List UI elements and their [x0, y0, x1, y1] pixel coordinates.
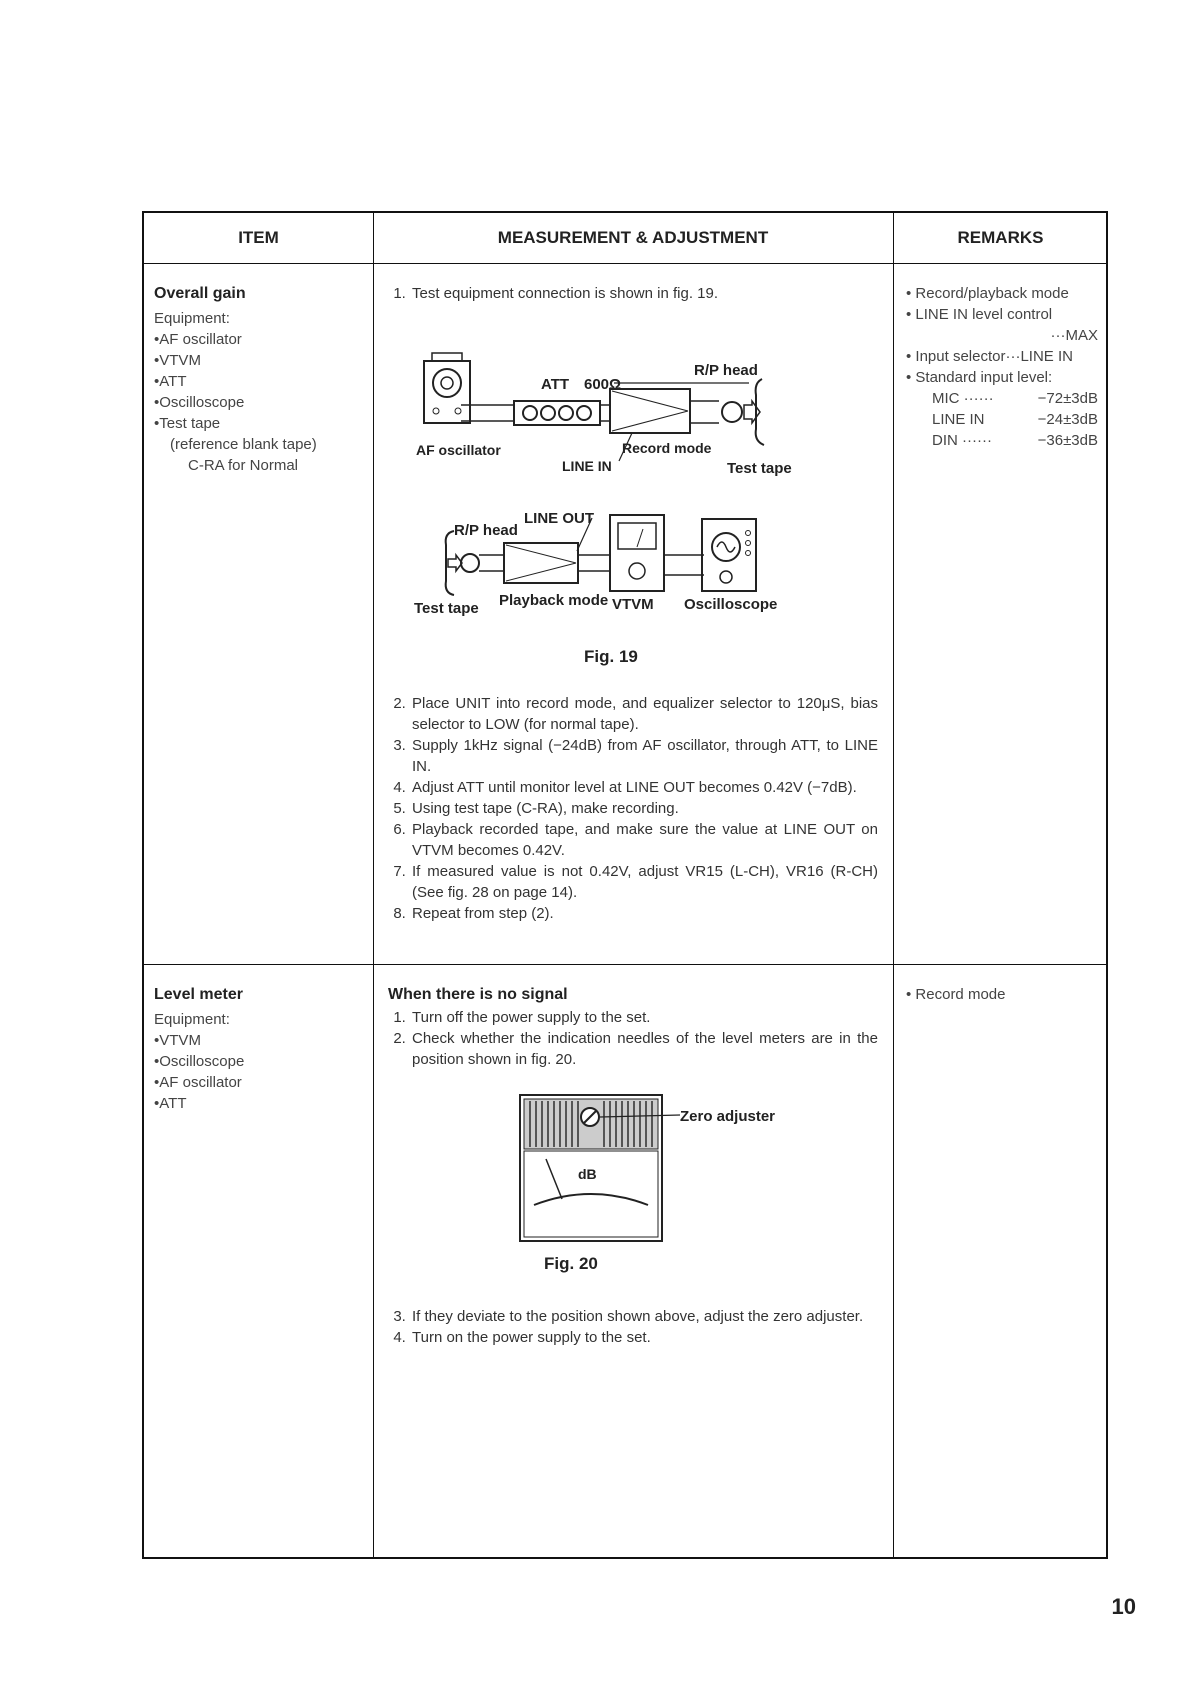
column-divider [373, 213, 374, 1557]
test-tape-label: Test tape [414, 600, 479, 617]
step-list [388, 693, 878, 924]
amplifier-icon [610, 389, 690, 433]
page-number: 10 [1111, 1594, 1136, 1619]
oscilloscope-label: Oscilloscope [684, 596, 778, 613]
rp-head-icon [446, 531, 479, 595]
att-icon [514, 401, 600, 425]
af-oscillator-label: AF oscillator [416, 442, 501, 458]
list-item: • AF oscillator [154, 329, 364, 350]
tape-note: C-RA for Normal [188, 457, 299, 474]
row-divider [144, 964, 1106, 965]
level-row: LINE IN −24±3dB [932, 411, 1098, 428]
list-item: 8. Repeat from step (2). [410, 903, 878, 924]
list-item: 3. If they deviate to the position shown above, adjust the zero adjuster. [410, 1306, 878, 1327]
list-item: 6. Playback recorded tape, and make sure the value at LINE OUT on VTVM becomes 0.42V. [410, 819, 878, 861]
record-mode-label: Record mode [622, 440, 712, 456]
item-title: Overall gain [154, 285, 246, 302]
measurement-steps [388, 693, 878, 924]
af-oscillator-icon [424, 353, 470, 423]
list-item: • Oscilloscope [154, 392, 364, 413]
header-item: ITEM [238, 228, 279, 247]
fig19-diagram [414, 333, 854, 623]
step-list [388, 1007, 878, 1070]
remark: • LINE IN level control [906, 306, 1053, 323]
zero-adjuster-label: Zero adjuster [680, 1108, 776, 1125]
remarks-level-meter [906, 984, 1098, 1005]
list-item: • AF oscillator [154, 1072, 364, 1093]
rp-head-label: R/P head [454, 522, 518, 539]
header-measurement: MEASUREMENT & ADJUSTMENT [497, 228, 769, 247]
list-item: • Oscilloscope [154, 1051, 364, 1072]
fig20-caption: Fig. 20 [544, 1254, 598, 1273]
list-item: 2. Check whether the indication needles of the level meters are in the position shown in fig. 20. [410, 1028, 878, 1070]
playback-mode-label: Playback mode [499, 592, 609, 609]
list-item: 1. Test equipment connection is shown in fig. 19. [410, 283, 878, 304]
measurement-overall-gain [388, 283, 878, 304]
list-item: 5. Using test tape (C-RA), make recording. [410, 798, 878, 819]
vtvm-icon [610, 515, 664, 591]
oscilloscope-icon [702, 519, 756, 591]
fig19-caption: Fig. 19 [584, 647, 638, 666]
level-row: DIN ······ −36±3dB [932, 432, 1098, 449]
equipment-label: Equipment: [154, 1011, 230, 1028]
tape-note: (reference blank tape) [170, 436, 317, 453]
list-item: • Test tape [154, 413, 364, 434]
list-item: • ATT [154, 1093, 364, 1114]
subheading: When there is no signal [388, 986, 568, 1003]
adjustment-table [142, 211, 1108, 1559]
test-tape-label: Test tape [727, 460, 792, 477]
step-list [388, 1306, 878, 1348]
list-item: • ATT [154, 371, 364, 392]
vtvm-label: VTVM [612, 596, 654, 613]
header-divider [144, 263, 1106, 264]
rp-head-icon [722, 379, 764, 445]
remarks-overall-gain [906, 283, 1098, 451]
list-item: 2. Place UNIT into record mode, and equalizer selector to 120μS, bias selector to LOW (for normal tape). [410, 693, 878, 735]
remark: • Record/playback mode [906, 285, 1069, 302]
step-list [388, 283, 878, 304]
item-level-meter [154, 984, 364, 1114]
amplifier-icon [504, 543, 578, 583]
measurement-level-meter [388, 984, 878, 1070]
list-item: 3. Supply 1kHz signal (−24dB) from AF oscillator, through ATT, to LINE IN. [410, 735, 878, 777]
equipment-list [154, 329, 364, 434]
level-row: MIC ······ −72±3dB [932, 390, 1098, 407]
equipment-list [154, 1030, 364, 1114]
list-item: 4. Turn on the power supply to the set. [410, 1327, 878, 1348]
list-item: • VTVM [154, 1030, 364, 1051]
line-in-label: LINE IN [562, 458, 612, 474]
list-item: 7. If measured value is not 0.42V, adjust VR15 (L-CH), VR16 (R-CH) (See fig. 28 on page 14). [410, 861, 878, 903]
equipment-label: Equipment: [154, 310, 230, 327]
measurement-steps [388, 1306, 878, 1348]
column-divider [893, 213, 894, 1557]
item-title: Level meter [154, 986, 243, 1003]
db-label: dB [578, 1166, 597, 1182]
list-item: • VTVM [154, 350, 364, 371]
att-label: ATT [541, 376, 570, 393]
item-overall-gain [154, 283, 364, 476]
fig20-diagram [518, 1093, 798, 1253]
remark: • Input selector···LINE IN [906, 348, 1073, 365]
rp-head-label: R/P head [694, 362, 758, 379]
remark-value: ···MAX [1050, 327, 1098, 344]
remark: • Standard input level: [906, 369, 1053, 386]
remark: • Record mode [906, 986, 1006, 1003]
line-out-label: LINE OUT [524, 510, 594, 527]
header-remarks: REMARKS [957, 228, 1044, 247]
list-item: 1. Turn off the power supply to the set. [410, 1007, 878, 1028]
ohm-label: 600Ω [584, 376, 622, 393]
list-item: 4. Adjust ATT until monitor level at LINE OUT becomes 0.42V (−7dB). [410, 777, 878, 798]
